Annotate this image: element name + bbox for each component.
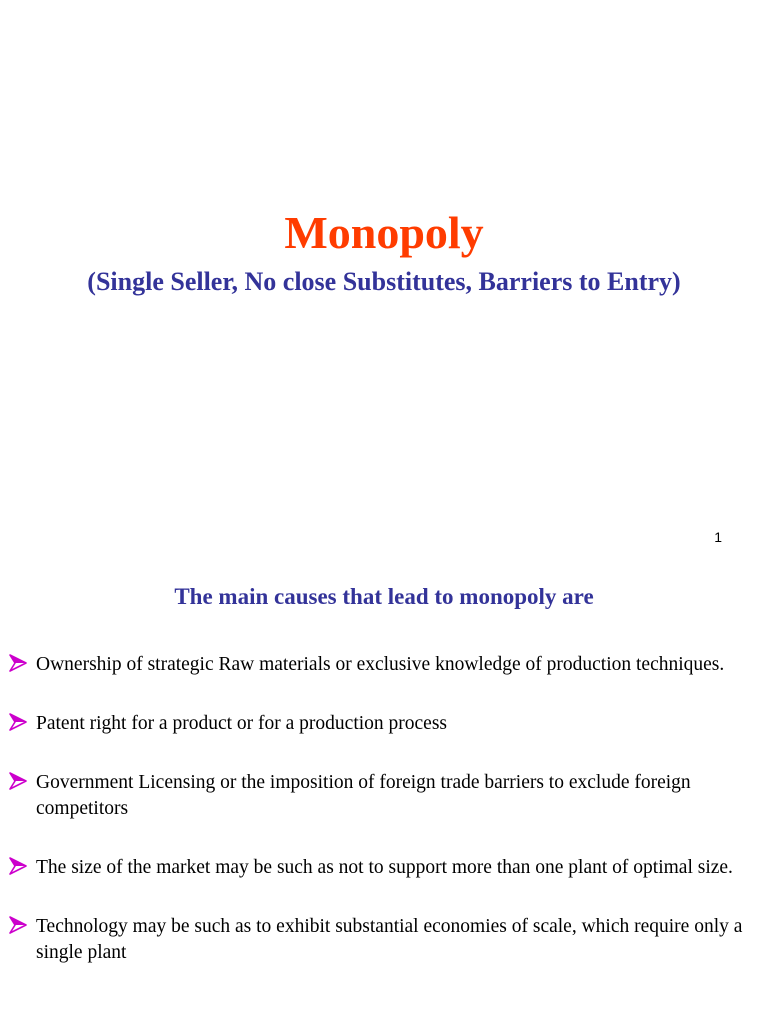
cause-text: Ownership of strategic Raw materials or exclusive knowledge of production techniques. (36, 654, 725, 675)
page-number: 1 (714, 529, 722, 545)
arrow-bullet-icon (9, 772, 27, 790)
causes-heading: The main causes that lead to monopoly are (174, 584, 594, 609)
cause-text: Government Licensing or the imposition of foreign trade barriers to exclude foreign competitors (36, 772, 691, 819)
cause-item (0, 711, 768, 737)
cause-item (0, 914, 768, 966)
cause-text: Patent right for a product or for a production process (36, 713, 448, 734)
cause-item (0, 855, 768, 881)
cause-text: Technology may be such as to exhibit substantial economies of scale, which require only a single plant (36, 916, 743, 963)
arrow-bullet-icon (9, 654, 27, 672)
cause-text: The size of the market may be such as not to support more than one plant of optimal size. (36, 857, 733, 878)
arrow-bullet-icon (9, 916, 27, 934)
cause-item (0, 770, 768, 822)
slide-subtitle: (Single Seller, No close Substitutes, Barriers to Entry) (87, 267, 681, 296)
cause-item (0, 652, 768, 678)
arrow-bullet-icon (9, 857, 27, 875)
slide-title: Monopoly (284, 207, 484, 258)
slide-2 (0, 560, 768, 1024)
causes-list (0, 652, 768, 966)
arrow-bullet-icon (9, 713, 27, 731)
